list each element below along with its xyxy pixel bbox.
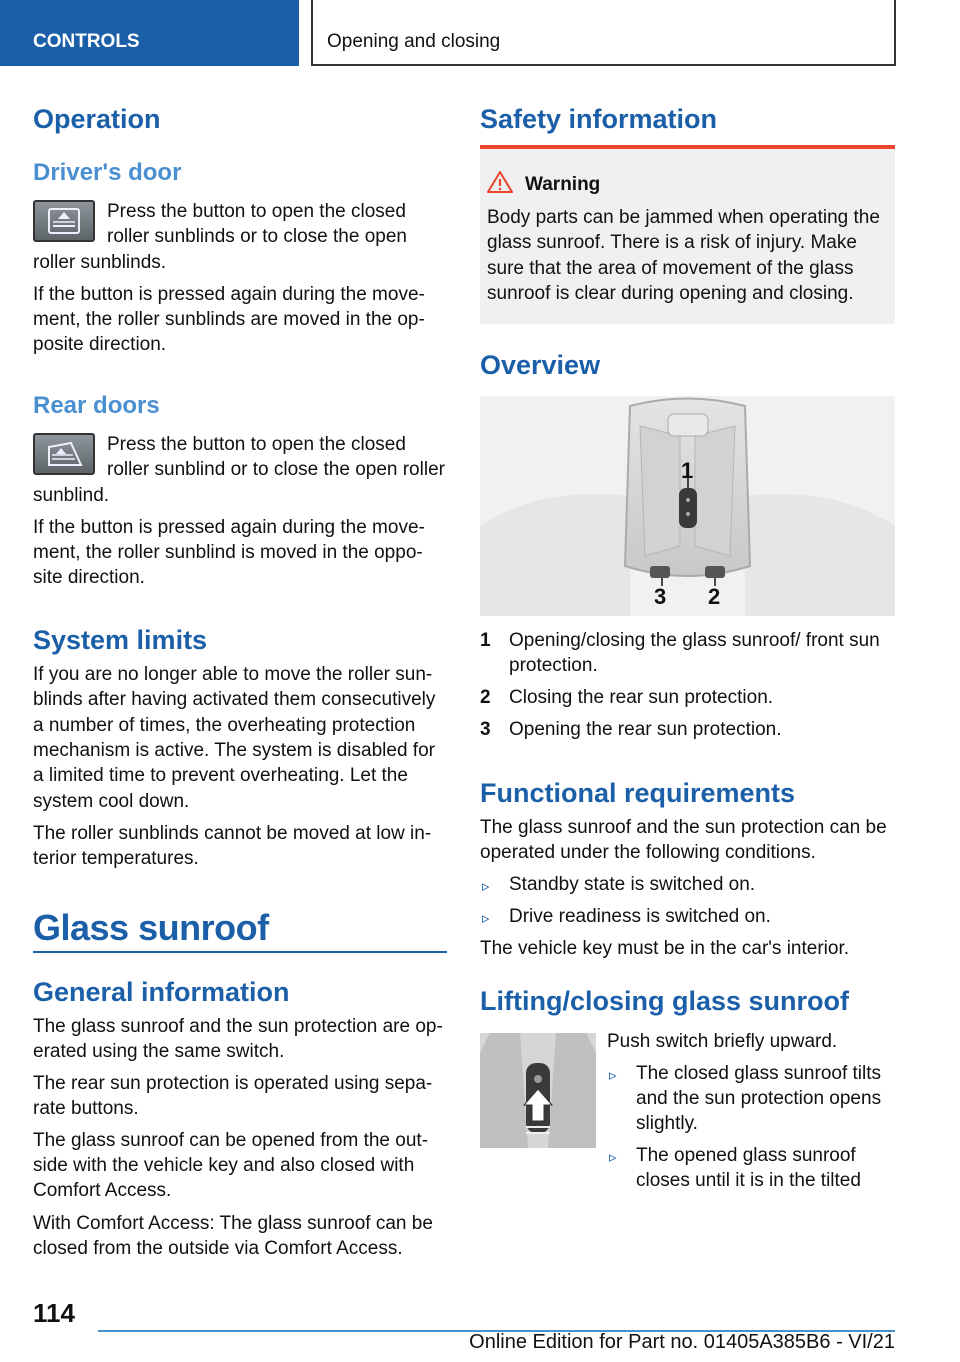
warning-line-1: Body parts can be jammed when operating the bbox=[487, 207, 880, 228]
item-3-line-1: Opening the rear sun protection. bbox=[509, 719, 782, 740]
page-header bbox=[0, 0, 960, 66]
heading-lifting-closing: Lifting/closing glass sunroof bbox=[480, 986, 850, 1016]
functional-p2: The vehicle key must be in the car's interior. bbox=[480, 938, 850, 959]
system-limits-p1-3: a number of times, the overheating protection bbox=[33, 715, 416, 736]
drivers-door-line-2: roller sunblinds or to close the open bbox=[107, 226, 407, 247]
heading-safety-information: Safety information bbox=[480, 104, 718, 134]
drivers-door-para2-3: posite direction. bbox=[33, 334, 167, 355]
drivers-door-para2-2: ment, the roller sunblinds are moved in the op‐ bbox=[33, 309, 425, 330]
rear-doors-para2-1: If the button is pressed again during the move‐ bbox=[33, 517, 425, 538]
system-limits-p1-5: a limited time to prevent overheating. Let the bbox=[33, 765, 408, 786]
drivers-door-line-1: Press the button to open the closed bbox=[107, 201, 406, 222]
edition-note: Online Edition for Part no. 01405A385B6 - VI/21 bbox=[469, 1331, 895, 1353]
system-limits-p1-6: system cool down. bbox=[33, 791, 190, 812]
lifting-intro: Push switch briefly upward. bbox=[607, 1031, 838, 1052]
item-3-number: 3 bbox=[480, 719, 491, 740]
heading-functional-requirements: Functional requirements bbox=[480, 778, 796, 808]
bullet-glyph: ▹ bbox=[609, 1067, 617, 1084]
lifting-b1-1: The closed glass sunroof tilts bbox=[636, 1063, 882, 1084]
general-p3-3: Comfort Access. bbox=[33, 1180, 172, 1201]
system-limits-p2-1: The roller sunblinds cannot be moved at low in‐ bbox=[33, 823, 432, 844]
page-number: 114 bbox=[33, 1298, 75, 1328]
general-p3-1: The glass sunroof can be opened from the out‐ bbox=[33, 1130, 429, 1151]
warning-line-4: sunroof is clear during opening and closing. bbox=[487, 283, 854, 304]
lifting-b1-2: and the sun protection opens bbox=[636, 1088, 882, 1109]
rear-sunblind-button-icon bbox=[33, 433, 95, 475]
sunblind-button-icon bbox=[33, 200, 95, 242]
general-p2-2: rate buttons. bbox=[33, 1098, 139, 1119]
system-limits-p1-1: If you are no longer able to move the roller sun‐ bbox=[33, 664, 433, 685]
sunroof-overview-illustration bbox=[480, 396, 895, 616]
general-p3-2: side with the vehicle key and also closed with bbox=[33, 1155, 415, 1176]
section-tab: CONTROLS bbox=[0, 0, 299, 66]
warning-title: Warning bbox=[525, 174, 601, 195]
callout-1: 1 bbox=[681, 458, 694, 483]
item-1-number: 1 bbox=[480, 630, 491, 651]
heading-operation: Operation bbox=[33, 104, 161, 134]
heading-system-limits: System limits bbox=[33, 625, 208, 655]
bullet-glyph: ▹ bbox=[609, 1149, 617, 1166]
rear-doors-para2-2: ment, the roller sunblind is moved in the oppo‐ bbox=[33, 542, 423, 563]
general-p2-1: The rear sun protection is operated using sepa‐ bbox=[33, 1073, 433, 1094]
callout-2: 2 bbox=[708, 584, 721, 609]
callout-3: 3 bbox=[654, 584, 667, 609]
lifting-b1-3: slightly. bbox=[636, 1113, 698, 1134]
general-p4-2: closed from the outside via Comfort Access. bbox=[33, 1238, 403, 1259]
heading-overview: Overview bbox=[480, 350, 601, 380]
drivers-door-para2-1: If the button is pressed again during the move‐ bbox=[33, 284, 425, 305]
item-2-line-1: Closing the rear sun protection. bbox=[509, 687, 774, 708]
system-limits-p1-4: mechanism is active. The system is disabled for bbox=[33, 740, 435, 761]
heading-general-information: General information bbox=[33, 977, 290, 1007]
warning-icon bbox=[486, 170, 514, 194]
functional-bullet-1: Standby state is switched on. bbox=[509, 874, 756, 895]
heading-rear-doors: Rear doors bbox=[33, 392, 160, 419]
functional-p1-1: The glass sunroof and the sun protection can be bbox=[480, 817, 887, 838]
lifting-b2-1: The opened glass sunroof bbox=[636, 1145, 856, 1166]
general-p1-1: The glass sunroof and the sun protection are op‐ bbox=[33, 1016, 443, 1037]
warning-line-3: sure that the area of movement of the glass bbox=[487, 258, 854, 279]
chapter-tab: Opening and closing bbox=[311, 0, 896, 66]
general-p4-1: With Comfort Access: The glass sunroof can be bbox=[33, 1213, 433, 1234]
item-1-line-2: protection. bbox=[509, 655, 598, 676]
section-rule bbox=[33, 951, 447, 953]
rear-doors-line-3: sunblind. bbox=[33, 485, 110, 506]
rear-doors-para2-3: site direction. bbox=[33, 567, 145, 588]
drivers-door-line-3: roller sunblinds. bbox=[33, 252, 167, 273]
functional-bullet-2: Drive readiness is switched on. bbox=[509, 906, 771, 927]
functional-p1-2: operated under the following conditions. bbox=[480, 842, 816, 863]
item-1-line-1: Opening/closing the glass sunroof/ front sun bbox=[509, 630, 880, 651]
warning-line-2: glass sunroof. There is a risk of injury. Make bbox=[487, 232, 857, 253]
system-limits-p2-2: terior temperatures. bbox=[33, 848, 199, 869]
lifting-b2-2: closes until it is in the tilted bbox=[636, 1170, 861, 1191]
bullet-glyph: ▹ bbox=[482, 910, 490, 927]
item-2-number: 2 bbox=[480, 687, 491, 708]
bullet-glyph: ▹ bbox=[482, 878, 490, 895]
rear-doors-line-1: Press the button to open the closed bbox=[107, 434, 406, 455]
switch-push-up-illustration bbox=[480, 1033, 596, 1148]
general-p1-2: erated using the same switch. bbox=[33, 1041, 285, 1062]
heading-glass-sunroof: Glass sunroof bbox=[33, 907, 269, 948]
rear-doors-line-2: roller sunblind or to close the open roller bbox=[107, 459, 445, 480]
system-limits-p1-2: blinds after having activated them consecutively bbox=[33, 689, 436, 710]
heading-drivers-door: Driver's door bbox=[33, 159, 182, 186]
